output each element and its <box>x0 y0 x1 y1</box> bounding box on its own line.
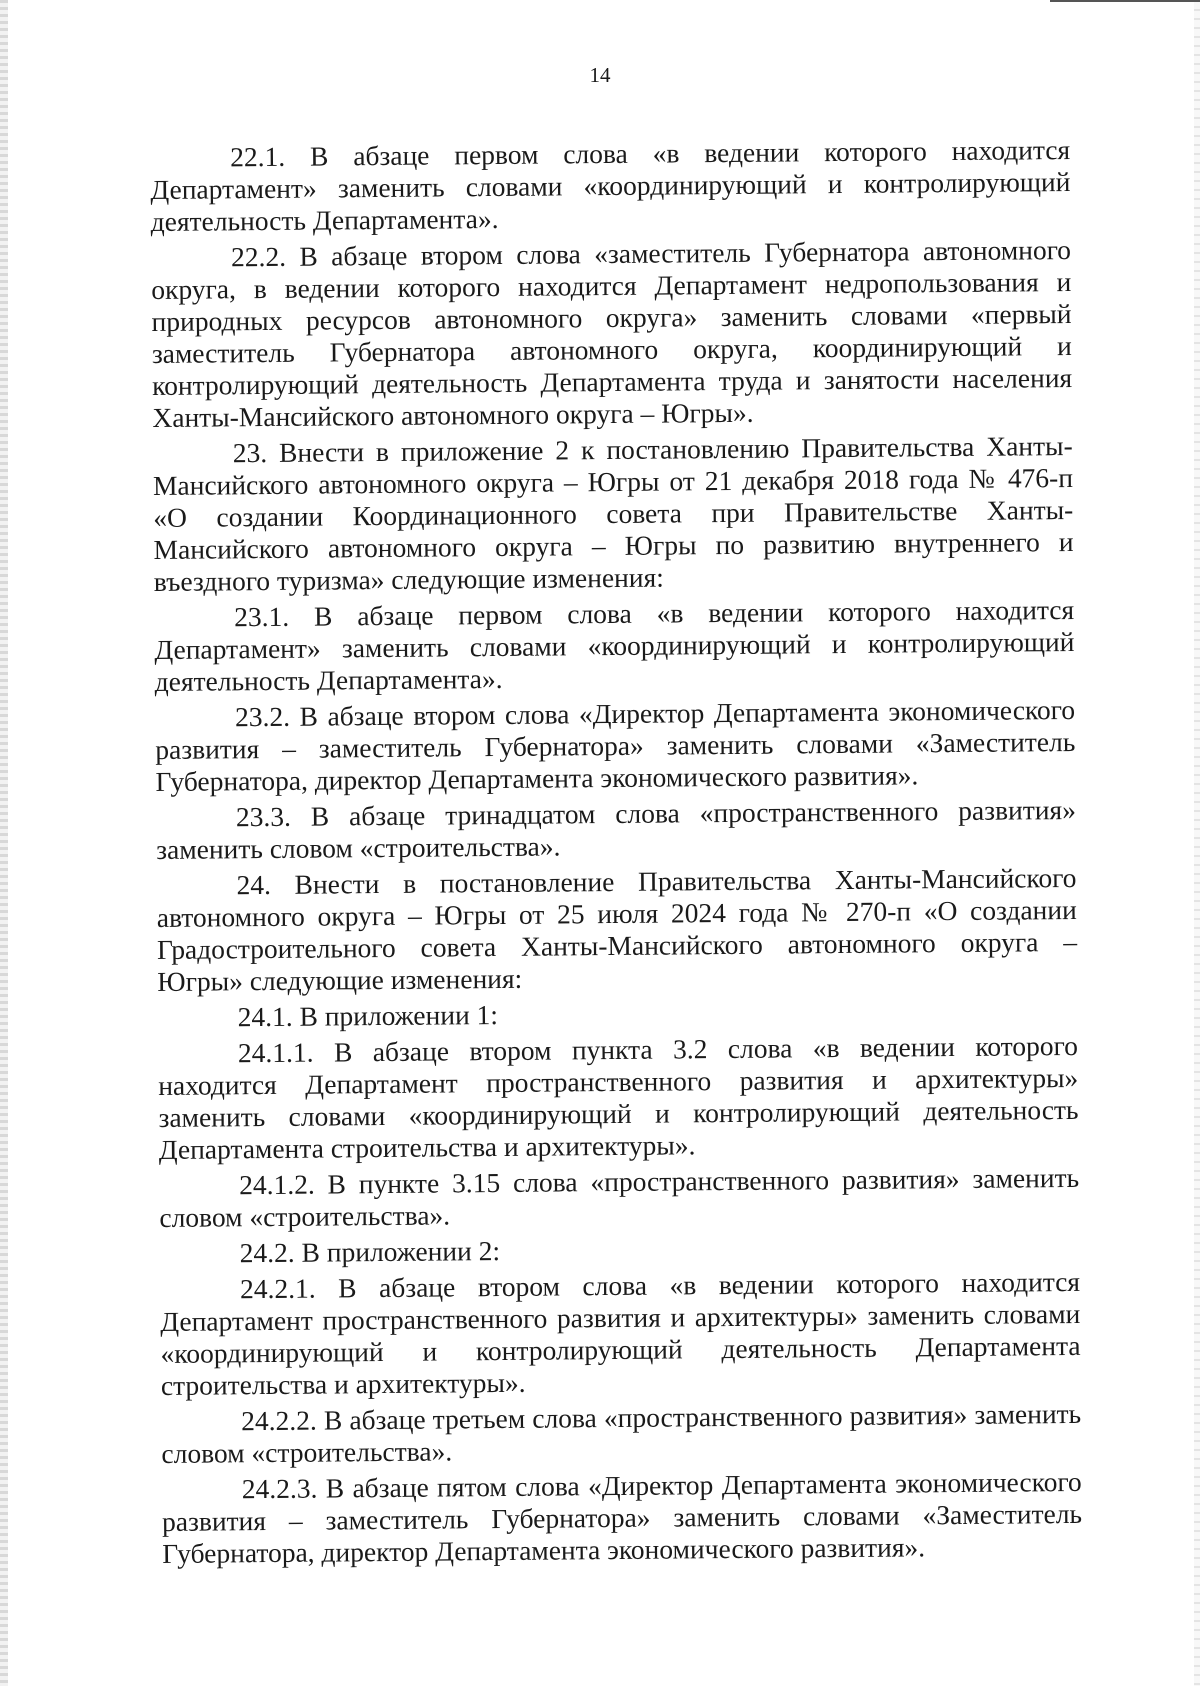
paragraph-22-2: 22.2. В абзаце втором слова «заместитель Губернатора автономного округа, в ведении которого находится Департамент недропользования и природных ресурсов автономного округа» заменить словами «первый заместитель Губернатора автономного округа, координирующий и контролирующий деятельность Департамента труда и занятости населения Ханты-Мансийского автономного округа – Югры». <box>151 233 1073 434</box>
paragraph-24-1: 24.1. В приложении 1: <box>237 999 499 1033</box>
paragraph-22-1: 22.1. В абзаце первом слова «в ведении которого находится Департамент» заменить словами «координирующий и контролирующий деятельность Департамента». <box>150 133 1071 238</box>
paragraph-23-2: 23.2. В абзаце втором слова «Директор Департамента экономического развития – заместитель Губернатора» заменить словами «Заместитель Губернатора, директор Департамента экономического развития». <box>155 693 1076 797</box>
page-number: 14 <box>589 63 611 87</box>
paragraph-24-2-3: 24.2.3. В абзаце пятом слова «Директор Департамента экономического развития – заместитель Губернатора» заменить словами «Заместитель Губернатора, директор Департамента экономического развития». <box>161 1465 1083 1569</box>
paragraph-24-1-1: 24.1.1. В абзаце втором пункта 3.2 слова «в ведении которого находится Департамент пространственного развития и архитектуры» заменить словами «координирующий и контролирующий деятельность Департамента строительства и архитектуры». <box>158 1029 1079 1165</box>
paragraph-24-2: 24.2. В приложении 2: <box>239 1235 501 1269</box>
paragraph-23-1: 23.1. В абзаце первом слова «в ведении которого находится Департамент» заменить словами «координирующий и контролирующий деятельность Департамента». <box>154 593 1075 697</box>
paragraph-23-3: 23.3. В абзаце тринадцатом слова «пространственного развития» заменить словом «строительства». <box>156 793 1077 865</box>
paragraph-24-2-2: 24.2.2. В абзаце третьем слова «пространственного развития» заменить словом «строительства». <box>161 1397 1082 1469</box>
paragraph-24: 24. Внести в постановление Правительства Ханты-Мансийского автономного округа – Югры от 25 июля 2024 года № 270-п «О создании Градостроительного совета Ханты-Мансийского автономного округа – Югры» следующие изменения: <box>156 861 1078 997</box>
paragraph-23: 23. Внести в приложение 2 к постановлению Правительства Ханты-Мансийского автономного округа – Югры от 21 декабря 2018 года № 476-п «О создании Координационного совета при Правительстве Ханты-Мансийского автономного округа – Югры по развитию внутреннего и въездного туризма» следующие изменения: <box>152 429 1074 597</box>
scanned-page-edge-right <box>1194 0 1200 1686</box>
paragraph-24-1-2: 24.1.2. В пункте 3.15 слова «пространственного развития» заменить словом «строительства». <box>159 1161 1080 1233</box>
document-body <box>150 134 1082 1574</box>
scanned-page-edge-left <box>0 0 8 1686</box>
top-edge-line <box>1050 0 1200 2</box>
paragraph-24-2-1: 24.2.1. В абзаце втором слова «в ведении которого находится Департамент пространственного развития и архитектуры» заменить словами «координирующий и контролирующий деятельность Департамента строительства и архитектуры». <box>160 1265 1081 1401</box>
